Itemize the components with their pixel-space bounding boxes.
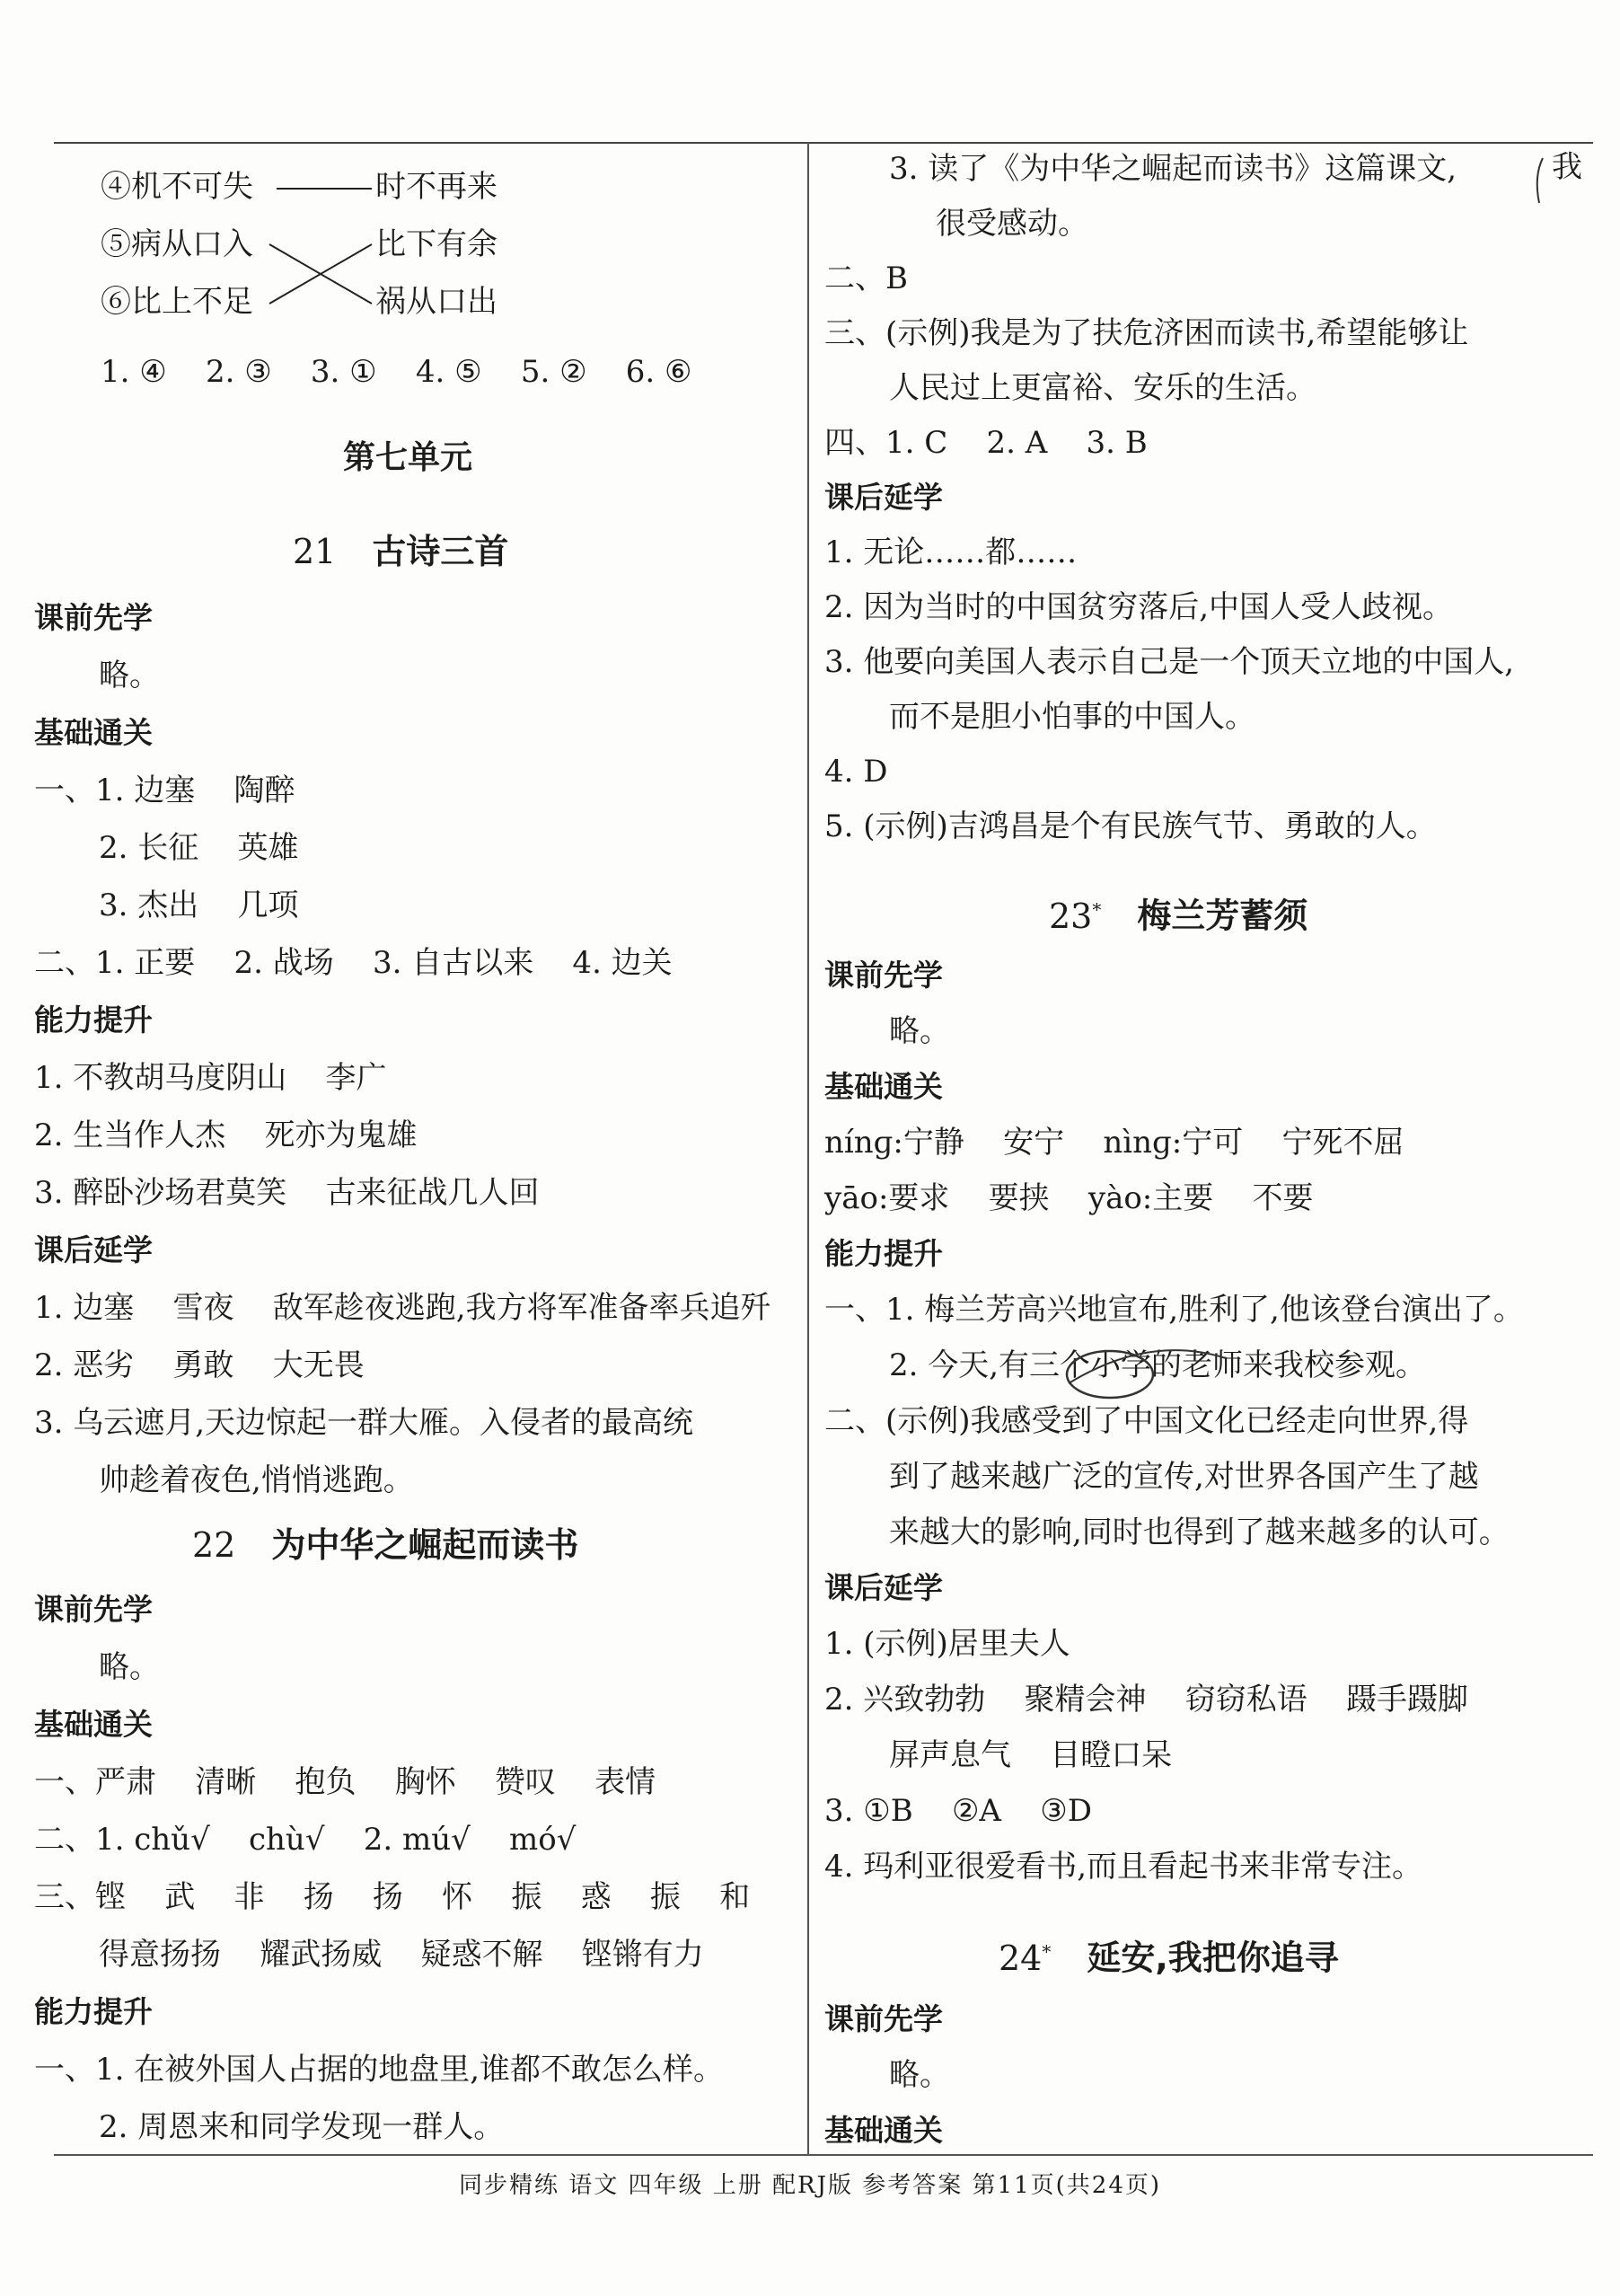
match-right-1: 时不再来 bbox=[375, 169, 497, 205]
match-right-3: 祸从口出 bbox=[375, 284, 497, 320]
answer-line: 人民过上更富裕、安乐的生活。 bbox=[889, 370, 1316, 406]
answer-line: 一、1. 梅兰芳高兴地宣布,胜利了,他该登台演出了。 bbox=[824, 1292, 1524, 1328]
answer-line: 略。 bbox=[889, 2057, 950, 2093]
lesson-number: 21 bbox=[293, 532, 337, 571]
answer-line: 3. 读了《为中华之崛起而读书》这篇课文, bbox=[889, 151, 1457, 187]
answer-line: 1. (示例)居里夫人 bbox=[824, 1626, 1070, 1662]
match-left-1: ④机不可失 bbox=[101, 169, 253, 205]
answer-line: 来越大的影响,同时也得到了越来越多的认可。 bbox=[889, 1514, 1510, 1550]
answer-line: 4. 玛利亚很爱看书,而且看起书来非常专注。 bbox=[824, 1849, 1423, 1885]
answer-line: 三、(示例)我是为了扶危济困而读书,希望能够让 bbox=[824, 315, 1469, 351]
answer-line: 2. 周恩来和同学发现一群人。 bbox=[99, 2109, 505, 2145]
section-heading: 课前先学 bbox=[824, 958, 943, 993]
answer-line: 到了越来越广泛的宣传,对世界各国产生了越 bbox=[889, 1459, 1479, 1495]
answer-line: 一、1. 边塞 陶醉 bbox=[34, 773, 295, 808]
answer-line: 3. 醉卧沙场君莫笑 古来征战几人回 bbox=[34, 1175, 540, 1211]
answer-line: 三、铿 武 非 扬 扬 怀 振 惑 振 和 bbox=[34, 1879, 751, 1915]
lesson-title: 古诗三首 bbox=[372, 532, 509, 571]
section-heading: 课前先学 bbox=[34, 600, 153, 635]
section-heading: 课前先学 bbox=[34, 1592, 153, 1627]
answer-line: 3. 杰出 几项 bbox=[99, 887, 299, 923]
answer-line: 2. 生当作人杰 死亦为鬼雄 bbox=[34, 1117, 418, 1153]
lesson-number: 24* bbox=[999, 1938, 1052, 1978]
section-heading: 能力提升 bbox=[824, 1236, 943, 1271]
answer-line: 3. ①B ②A ③D bbox=[824, 1793, 1092, 1829]
answer-line: 四、1. C 2. A 3. B bbox=[824, 425, 1148, 461]
answer-line: 3. 乌云遮月,天边惊起一群大雁。入侵者的最高统 bbox=[34, 1405, 694, 1441]
answer-line: 一、严肃 清晰 抱负 胸怀 赞叹 表情 bbox=[34, 1764, 656, 1800]
answer-line: 2. 今天,有三个小学的老师来我校参观。 bbox=[889, 1347, 1427, 1383]
answer-line: 1. 边塞 雪夜 敌军趁夜逃跑,我方将军准备率兵追歼 bbox=[34, 1290, 771, 1326]
unit-title: 第七单元 bbox=[343, 439, 473, 476]
match-left-2: ⑤病从口入 bbox=[101, 226, 253, 262]
answer-line: 得意扬扬 耀武扬威 疑惑不解 铿锵有力 bbox=[99, 1937, 704, 1973]
match-answers: 1. ④ 2. ③ 3. ① 4. ⑤ 5. ② 6. ⑥ bbox=[101, 354, 692, 390]
answer-line: 4. D bbox=[824, 754, 888, 790]
answer-line: 1. 无论……都…… bbox=[824, 534, 1078, 570]
answer-line: 2. 恶劣 勇敢 大无畏 bbox=[34, 1347, 365, 1383]
answer-line: 5. (示例)吉鸿昌是个有民族气节、勇敢的人。 bbox=[824, 808, 1437, 844]
answer-line: 1. 不教胡马度阴山 李广 bbox=[34, 1060, 387, 1096]
answer-line: 2. 长征 英雄 bbox=[99, 830, 299, 866]
lesson-number: 23* bbox=[1049, 896, 1102, 936]
answer-line: 略。 bbox=[889, 1013, 950, 1049]
answer-line: 二、1. 正要 2. 战场 3. 自古以来 4. 边关 bbox=[34, 945, 673, 981]
answer-line: 一、1. 在被外国人占据的地盘里,谁都不敢怎么样。 bbox=[34, 2052, 725, 2088]
page-footer: 同步精练 语文 四年级 上册 配RJ版 参考答案 第11页(共24页) bbox=[458, 2172, 1162, 2199]
answer-line: 略。 bbox=[99, 1649, 160, 1685]
answer-line: 二、B bbox=[824, 261, 908, 296]
match-left-3: ⑥比上不足 bbox=[101, 284, 253, 320]
answer-line: 2. 兴致勃勃 聚精会神 窃窃私语 蹑手蹑脚 bbox=[824, 1682, 1468, 1718]
answer-line: 二、(示例)我感受到了中国文化已经走向世界,得 bbox=[824, 1403, 1469, 1439]
section-heading: 基础通关 bbox=[34, 715, 153, 750]
section-heading: 能力提升 bbox=[34, 1994, 153, 2029]
section-heading: 课后延学 bbox=[824, 480, 943, 515]
answer-line: 帅趁着夜色,悄悄逃跑。 bbox=[99, 1462, 414, 1498]
circled-words bbox=[1067, 1351, 1153, 1398]
section-heading: 基础通关 bbox=[824, 1069, 943, 1104]
answer-line: 屏声息气 目瞪口呆 bbox=[889, 1737, 1173, 1773]
answer-line: 很受感动。 bbox=[936, 206, 1088, 242]
section-heading: 基础通关 bbox=[34, 1707, 153, 1742]
section-heading: 课后延学 bbox=[34, 1232, 153, 1267]
answer-line: 3. 他要向美国人表示自己是一个顶天立地的中国人, bbox=[824, 644, 1515, 680]
margin-bracket bbox=[1537, 158, 1543, 203]
answer-line: nínɡ:宁静 安宁 nìnɡ:宁可 宁死不屈 bbox=[824, 1125, 1404, 1161]
answer-line: 二、1. chǔ√ chù√ 2. mú√ mó√ bbox=[34, 1822, 577, 1858]
answer-line: 2. 因为当时的中国贫穷落后,中国人受人歧视。 bbox=[824, 589, 1454, 625]
answer-line: 略。 bbox=[99, 658, 160, 693]
match-right-2: 比下有余 bbox=[375, 226, 497, 262]
handwritten-note: 我 bbox=[1552, 149, 1582, 185]
answer-line: 而不是胆小怕事的中国人。 bbox=[889, 699, 1255, 735]
answer-line: yāo:要求 要挟 yào:主要 不要 bbox=[824, 1180, 1314, 1216]
section-heading: 能力提升 bbox=[34, 1002, 153, 1038]
section-heading: 基础通关 bbox=[824, 2113, 943, 2148]
footer-rule bbox=[54, 2154, 1593, 2156]
section-heading: 课后延学 bbox=[824, 1570, 943, 1605]
lesson-title: 延安,我把你追寻 bbox=[1087, 1938, 1339, 1978]
section-heading: 课前先学 bbox=[824, 2001, 943, 2036]
lesson-number: 22 bbox=[192, 1525, 236, 1565]
lesson-title: 为中华之崛起而读书 bbox=[271, 1525, 579, 1565]
insertion-mark bbox=[1069, 1350, 1226, 1383]
lesson-title: 梅兰芳蓄须 bbox=[1137, 896, 1308, 936]
